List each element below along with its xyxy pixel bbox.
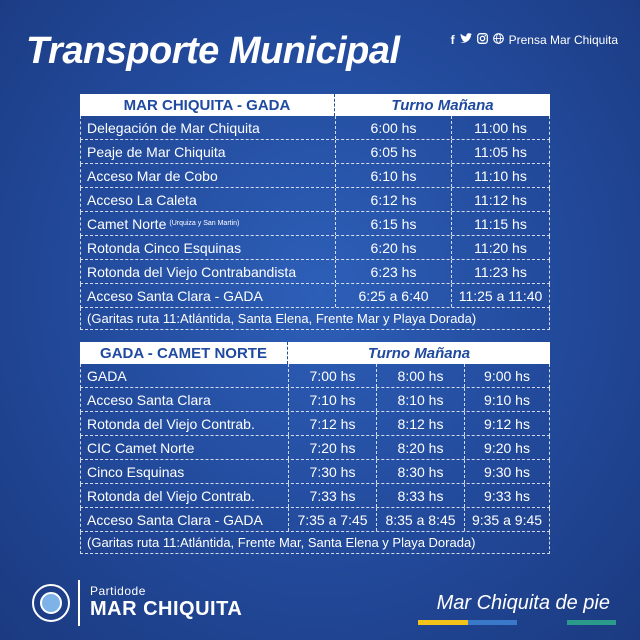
- web-icon[interactable]: [493, 33, 504, 47]
- schedule-table-2: [80, 342, 550, 554]
- color-stripes: [418, 620, 616, 625]
- time-cell: 7:20 hs: [289, 436, 377, 459]
- time-cell: 6:23 hs: [336, 260, 452, 283]
- stop-name: CIC Camet Norte: [81, 436, 289, 459]
- time-cell: 7:35 a 7:45: [289, 508, 377, 531]
- time-cell: 6:15 hs: [336, 212, 452, 235]
- stop-name: [81, 116, 336, 139]
- facebook-icon[interactable]: f: [450, 33, 455, 47]
- time-cell: 11:05 hs: [474, 143, 527, 160]
- stripe: [517, 620, 567, 625]
- stop-label: Acceso La Caleta: [87, 191, 197, 208]
- time-cell: 7:00 hs: [289, 364, 377, 387]
- partido-label: Partidode: [90, 584, 146, 598]
- stop-name: [81, 140, 336, 163]
- social-bar: [451, 33, 618, 47]
- time-cell: 11:20 hs: [474, 239, 527, 256]
- schedule-table-1: [80, 94, 550, 330]
- table2-header: [80, 342, 550, 364]
- instagram-icon[interactable]: [477, 33, 488, 47]
- table-row: [80, 484, 550, 508]
- stop-sublabel: (Urquiza y San Martin): [169, 220, 240, 227]
- time-cell: 7:10 hs: [289, 388, 377, 411]
- time-cell: 11:25 a 11:40: [458, 287, 543, 304]
- table-row: [80, 508, 550, 532]
- stop-name: Cinco Esquinas: [81, 460, 289, 483]
- table-row: [80, 436, 550, 460]
- time-cell: 9:10 hs: [484, 391, 530, 408]
- time-cell: 6:12 hs: [336, 188, 452, 211]
- table1-route: MAR CHIQUITA - GADA: [80, 94, 335, 116]
- table-row: [80, 260, 550, 284]
- stop-label: Rotonda del Viejo Contrabandista: [87, 263, 297, 280]
- footer-divider: [78, 580, 80, 626]
- time-cell: 11:23 hs: [474, 263, 527, 280]
- time-cell: 8:10 hs: [377, 388, 465, 411]
- stop-name: [81, 188, 336, 211]
- stop-label: Acceso Santa Clara - GADA: [87, 287, 263, 304]
- time-cell: 6:25 a 6:40: [336, 284, 452, 307]
- table-row: [80, 212, 550, 236]
- table1-header: [80, 94, 550, 116]
- table-row: [80, 164, 550, 188]
- stripe: [468, 620, 518, 625]
- time-cell: 7:33 hs: [289, 484, 377, 507]
- time-cell: 11:12 hs: [474, 191, 527, 208]
- table2-note: (Garitas ruta 11:Atlántida, Frente Mar, Santa Elena y Playa Dorada): [80, 532, 550, 554]
- table-row: [80, 412, 550, 436]
- table-row: [80, 460, 550, 484]
- stop-name: GADA: [81, 364, 289, 387]
- time-cell: 9:33 hs: [484, 487, 530, 504]
- time-cell: 11:15 hs: [474, 215, 527, 232]
- time-cell: 9:00 hs: [484, 367, 530, 384]
- page-title: Transporte Municipal: [26, 30, 400, 72]
- stop-name: [81, 236, 336, 259]
- stop-name: Rotonda del Viejo Contrab.: [81, 484, 289, 507]
- time-cell: 8:33 hs: [377, 484, 465, 507]
- stop-name: [81, 212, 336, 235]
- time-cell: 9:35 a 9:45: [471, 511, 543, 528]
- stop-label: Camet Norte: [87, 215, 167, 232]
- twitter-icon[interactable]: [460, 33, 472, 47]
- table-row: [80, 140, 550, 164]
- footer: [0, 570, 640, 640]
- stop-label: Acceso Mar de Cobo: [87, 167, 218, 184]
- stop-label: Rotonda Cinco Esquinas: [87, 239, 242, 256]
- stop-label: Peaje de Mar Chiquita: [87, 143, 226, 160]
- time-cell: 7:30 hs: [289, 460, 377, 483]
- time-cell: 6:20 hs: [336, 236, 452, 259]
- stop-name: Acceso Santa Clara - GADA: [81, 508, 289, 531]
- time-cell: 8:30 hs: [377, 460, 465, 483]
- time-cell: 9:30 hs: [484, 463, 530, 480]
- stripe: [567, 620, 617, 625]
- stop-name: [81, 164, 336, 187]
- table2-route: GADA - CAMET NORTE: [80, 342, 288, 364]
- time-cell: 6:05 hs: [336, 140, 452, 163]
- table-row: [80, 284, 550, 308]
- time-cell: 6:10 hs: [336, 164, 452, 187]
- table1-shift: Turno Mañana: [391, 96, 494, 114]
- table1-note: (Garitas ruta 11:Atlántida, Santa Elena, Frente Mar y Playa Dorada): [80, 308, 550, 330]
- time-cell: 8:00 hs: [377, 364, 465, 387]
- stop-name: Acceso Santa Clara: [81, 388, 289, 411]
- stop-label: Delegación de Mar Chiquita: [87, 119, 260, 136]
- stop-name: [81, 284, 336, 307]
- table-row: [80, 116, 550, 140]
- time-cell: 9:20 hs: [484, 439, 530, 456]
- time-cell: 7:12 hs: [289, 412, 377, 435]
- stop-name: [81, 260, 336, 283]
- stripe: [418, 620, 468, 625]
- table-row: [80, 388, 550, 412]
- time-cell: 8:12 hs: [377, 412, 465, 435]
- time-cell: 9:12 hs: [484, 415, 530, 432]
- table-row: [80, 188, 550, 212]
- time-cell: 11:00 hs: [474, 119, 527, 136]
- municipal-seal-icon: [32, 584, 70, 622]
- time-cell: 8:20 hs: [377, 436, 465, 459]
- table-row: [80, 364, 550, 388]
- time-cell: 6:00 hs: [336, 116, 452, 139]
- time-cell: 8:35 a 8:45: [377, 508, 465, 531]
- table-row: [80, 236, 550, 260]
- time-cell: 11:10 hs: [474, 167, 527, 184]
- table2-shift: Turno Mañana: [367, 344, 471, 362]
- social-label[interactable]: Prensa Mar Chiquita: [508, 33, 618, 47]
- slogan: Mar Chiquita de pie: [436, 592, 610, 614]
- municipio-name: MAR CHIQUITA: [90, 598, 243, 620]
- stop-name: Rotonda del Viejo Contrab.: [81, 412, 289, 435]
